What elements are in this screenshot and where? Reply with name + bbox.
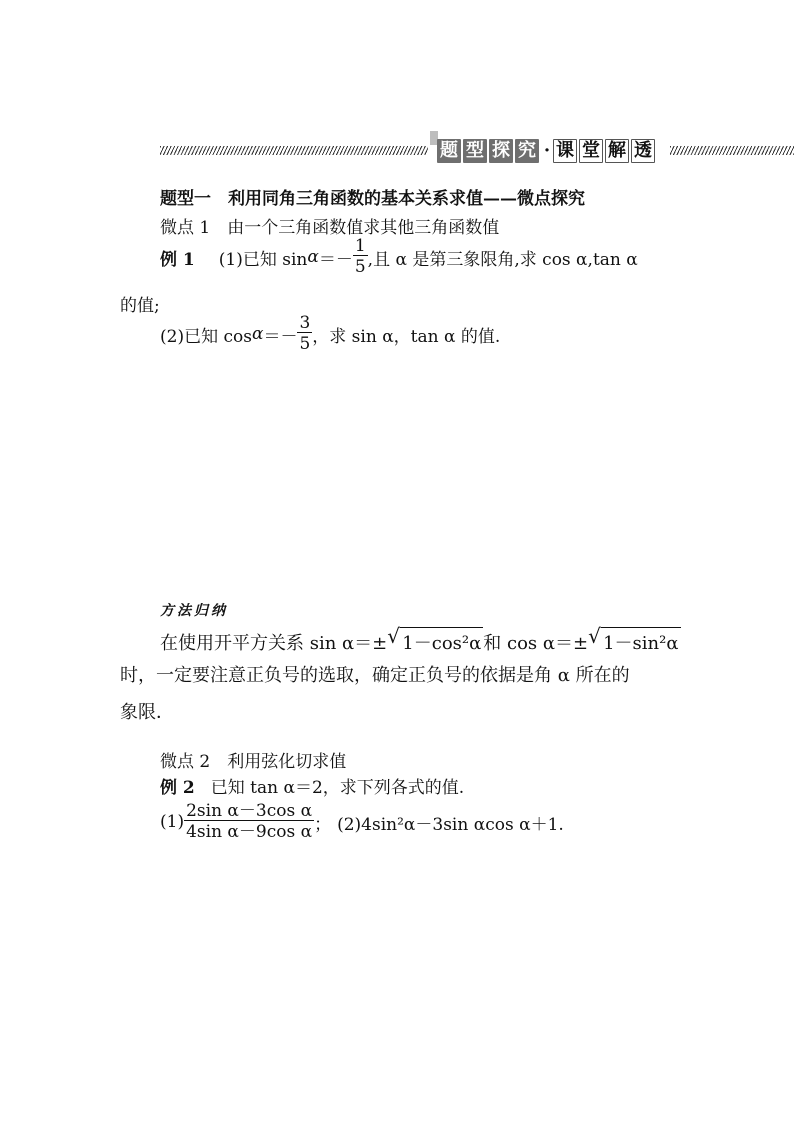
fraction-denominator: 5 [299, 334, 311, 354]
example2-questions [160, 803, 564, 841]
fraction-numerator: 1 [354, 236, 366, 256]
example1-part2-prefix: (2)已知 cos [160, 326, 252, 347]
banner-hatch-right [670, 146, 794, 155]
banner-char: 究 [515, 139, 539, 163]
q2-expression: (2)4sin²α－3sin αcos α＋1. [337, 814, 564, 835]
example1-part1-suffix: ,且 α 是第三象限角,求 cos α,tan α [367, 249, 638, 270]
example1-part2-suffix: ，求 sin α，tan α 的值. [312, 326, 501, 347]
q1-separator: ； [314, 814, 332, 835]
fraction-1-5 [353, 238, 368, 276]
fraction-denominator: 4sin α－9cos α [186, 822, 313, 842]
sqrt-expression [588, 624, 680, 655]
example2-text: 已知 tan α＝2，求下列各式的值. [210, 778, 465, 798]
fraction-numerator: 2sin α－3cos α [186, 801, 313, 821]
q1-label: (1) [160, 812, 185, 832]
example1-part1-prefix: (1)已知 sin [218, 249, 308, 270]
radical-icon: √ [588, 624, 601, 648]
example1-part1 [160, 238, 638, 276]
example1-part1-continued: 的值; [120, 296, 160, 316]
banner-dot: · [543, 140, 551, 161]
method-title: 方法归纳 [160, 603, 228, 619]
example1-part2 [160, 315, 500, 353]
banner-char: 课 [553, 139, 577, 163]
radical-icon: √ [387, 624, 401, 648]
banner-hatch-left [160, 146, 428, 155]
method-line1 [160, 624, 681, 655]
banner-char: 透 [631, 139, 655, 163]
example1-label: 例 1 [160, 249, 195, 270]
equals-neg: ＝－ [263, 326, 298, 347]
sqrt-radicand: 1－cos²α [400, 627, 483, 655]
banner-char: 探 [489, 139, 513, 163]
example2-label: 例 2 [160, 778, 195, 798]
method-line2: 时，一定要注意正负号的选取，确定正负号的依据是角 α 所在的 [120, 665, 630, 686]
point1-title: 微点 1 由一个三角函数值求其他三角函数值 [160, 218, 500, 238]
point2-title: 微点 2 利用弦化切求值 [160, 752, 347, 772]
section-banner [437, 139, 657, 165]
banner-char: 堂 [579, 139, 603, 163]
method-line3: 象限． [120, 702, 174, 723]
alpha-symbol: α [307, 247, 319, 267]
banner-char: 型 [463, 139, 487, 163]
alpha-symbol: α [251, 324, 264, 344]
sqrt-radicand: 1－sin²α [601, 627, 680, 655]
example2-statement [160, 773, 464, 798]
banner-char: 解 [605, 139, 629, 163]
method-line1-b: 和 cos α＝± [483, 633, 589, 654]
fraction-denominator: 5 [354, 257, 366, 277]
equals-neg: ＝－ [318, 249, 353, 270]
section-title: 题型一 利用同角三角函数的基本关系求值——微点探究 [160, 189, 585, 209]
q1-fraction [184, 803, 314, 841]
sqrt-expression [387, 624, 483, 655]
fraction-3-5 [297, 315, 312, 353]
banner-char: 题 [437, 139, 461, 163]
method-line1-a: 在使用开平方关系 sin α＝± [160, 633, 388, 654]
fraction-numerator: 3 [299, 313, 311, 333]
